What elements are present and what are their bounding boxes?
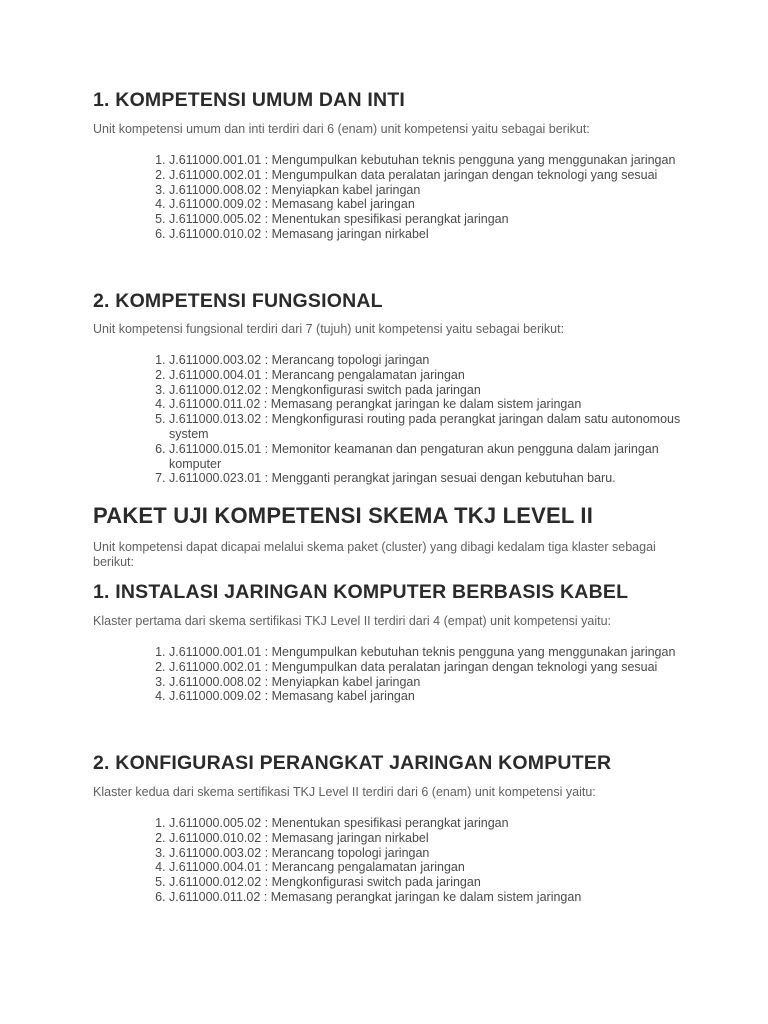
- ordered-list: [93, 153, 683, 242]
- paket-intro: Unit kompetensi dapat dicapai melalui skema paket (cluster) yang dibagi kedalam tiga klaster sebagai berikut:: [93, 540, 656, 569]
- competency-list-cluster-2: [93, 816, 683, 905]
- list-item: 1. J.611000.001.01 : Mengumpulkan kebutuhan teknis pengguna yang menggunakan jaringan: [169, 153, 683, 168]
- list-item: 5. J.611000.012.02 : Mengkonfigurasi switch pada jaringan: [169, 875, 683, 890]
- ordered-list: [93, 645, 683, 704]
- list-item: 5. J.611000.013.02 : Mengkonfigurasi routing pada perangkat jaringan dalam satu autonomous system: [169, 412, 683, 442]
- page-title: PAKET UJI KOMPETENSI SKEMA TKJ LEVEL II: [93, 503, 594, 528]
- list-item: 7. J.611000.023.01 : Mengganti perangkat jaringan sesuai dengan kebutuhan baru.: [169, 471, 683, 486]
- section-intro-block: [93, 122, 683, 137]
- section-intro: Unit kompetensi umum dan inti terdiri dari 6 (enam) unit kompetensi yaitu sebagai berikut:: [93, 122, 590, 136]
- cluster-intro-block: [93, 785, 683, 800]
- list-item: 2. J.611000.010.02 : Memasang jaringan nirkabel: [169, 831, 683, 846]
- cluster-title: 2. KONFIGURASI PERANGKAT JARINGAN KOMPUTER: [93, 752, 612, 774]
- section-kompetensi-umum: [93, 88, 683, 112]
- section-title: 2. KOMPETENSI FUNGSIONAL: [93, 290, 383, 312]
- list-item: 4. J.611000.009.02 : Memasang kabel jaringan: [169, 689, 683, 704]
- cluster-title: 1. INSTALASI JARINGAN KOMPUTER BERBASIS KABEL: [93, 581, 629, 603]
- list-item: 1. J.611000.005.02 : Menentukan spesifikasi perangkat jaringan: [169, 816, 683, 831]
- cluster-konfigurasi: [93, 751, 683, 775]
- paket-intro-block: [93, 540, 663, 570]
- list-item: 1. J.611000.001.01 : Mengumpulkan kebutuhan teknis pengguna yang menggunakan jaringan: [169, 645, 683, 660]
- section-title: 1. KOMPETENSI UMUM DAN INTI: [93, 89, 405, 111]
- list-item: 3. J.611000.008.02 : Menyiapkan kabel jaringan: [169, 675, 683, 690]
- cluster-instalasi: [93, 580, 683, 604]
- ordered-list: [93, 816, 683, 905]
- list-item: 2. J.611000.002.01 : Mengumpulkan data peralatan jaringan dengan teknologi yang sesuai: [169, 168, 683, 183]
- list-item: 6. J.611000.011.02 : Memasang perangkat jaringan ke dalam sistem jaringan: [169, 890, 683, 905]
- list-item: 3. J.611000.003.02 : Merancang topologi jaringan: [169, 846, 683, 861]
- paket-block: [93, 502, 683, 530]
- list-item: 2. J.611000.004.01 : Merancang pengalamatan jaringan: [169, 368, 683, 383]
- cluster-intro: Klaster pertama dari skema sertifikasi TKJ Level II terdiri dari 4 (empat) unit kompetensi yaitu:: [93, 614, 612, 628]
- section-intro-block: [93, 322, 683, 337]
- list-item: 3. J.611000.012.02 : Mengkonfigurasi switch pada jaringan: [169, 383, 683, 398]
- list-item: 4. J.611000.004.01 : Merancang pengalamatan jaringan: [169, 860, 683, 875]
- list-item: 6. J.611000.015.01 : Memonitor keamanan dan pengaturan akun pengguna dalam jaringan komputer: [169, 442, 683, 472]
- list-item: 3. J.611000.008.02 : Menyiapkan kabel jaringan: [169, 183, 683, 198]
- list-item: 5. J.611000.005.02 : Menentukan spesifikasi perangkat jaringan: [169, 212, 683, 227]
- competency-list-umum: [93, 153, 683, 242]
- ordered-list: [93, 353, 683, 486]
- cluster-intro-block: [93, 614, 683, 629]
- list-item: 4. J.611000.011.02 : Memasang perangkat jaringan ke dalam sistem jaringan: [169, 397, 683, 412]
- cluster-intro: Klaster kedua dari skema sertifikasi TKJ Level II terdiri dari 6 (enam) unit kompetensi yaitu:: [93, 785, 596, 799]
- list-item: 2. J.611000.002.01 : Mengumpulkan data peralatan jaringan dengan teknologi yang sesuai: [169, 660, 683, 675]
- list-item: 4. J.611000.009.02 : Memasang kabel jaringan: [169, 197, 683, 212]
- section-kompetensi-fungsional: [93, 289, 683, 313]
- competency-list-cluster-1: [93, 645, 683, 704]
- list-item: 1. J.611000.003.02 : Merancang topologi jaringan: [169, 353, 683, 368]
- section-intro: Unit kompetensi fungsional terdiri dari 7 (tujuh) unit kompetensi yaitu sebagai berikut:: [93, 322, 565, 336]
- list-item: 6. J.611000.010.02 : Memasang jaringan nirkabel: [169, 227, 683, 242]
- competency-list-fungsional: [93, 353, 683, 486]
